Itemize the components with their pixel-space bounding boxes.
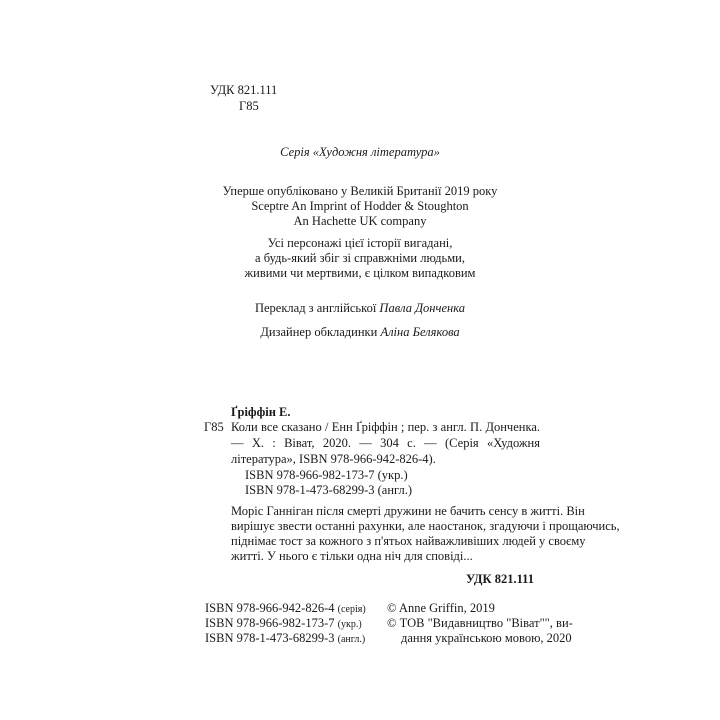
annotation-line-4: житті. У нього є тільки одна ніч для сповіді... bbox=[231, 549, 473, 563]
designer-label: Дизайнер обкладинки bbox=[260, 325, 381, 339]
disclaimer-line-3: живими чи мертвими, є цілком випадковим bbox=[244, 266, 476, 280]
translation-label: Переклад з англійської bbox=[254, 301, 380, 315]
annotation-line-1: Моріс Ганніган після смерті дружини не бачить сенсу в житті. Він bbox=[231, 504, 585, 518]
translator-name: Павла Донченка bbox=[379, 301, 466, 315]
disclaimer-line-1: Усі персонажі цієї історії вигадані, bbox=[267, 236, 453, 250]
designer-credit bbox=[0, 324, 720, 340]
isbn-eng bbox=[205, 630, 365, 648]
copyright-publisher: © ТОВ "Видавництво "Віват"", ви- bbox=[387, 616, 573, 630]
isbn-ukr-note: (укр.) bbox=[337, 619, 362, 630]
catalog-entry-isbn: ISBN 978-966-942-826-4). bbox=[299, 452, 436, 466]
publication-line-1: Уперше опубліковано у Великій Британії 2019 року bbox=[222, 184, 498, 198]
isbn-series-note: (серія) bbox=[337, 604, 366, 615]
series-line: Серія «Художня література» bbox=[280, 145, 440, 159]
publication-line-3: An Hachette UK company bbox=[293, 214, 427, 228]
annotation-line-3: піднімає тост за кожного з п'ятьох найважливіших людей у своєму bbox=[231, 534, 586, 548]
copyright-edition: дання українською мовою, 2020 bbox=[401, 631, 572, 645]
catalog-isbn-ukr: ISBN 978-966-982-173-7 (укр.) bbox=[245, 468, 408, 482]
catalog-mark: Г85 bbox=[204, 420, 224, 434]
catalog-entry-text: Коли все сказано / Енн Ґріффін ; пер. з англ. П. Донченка. — Х. : Віват, 2020. — 304 с. — (Серія «Художня література», bbox=[231, 420, 540, 466]
annotation-line-2: вирішує звести останні рахунки, але наостанок, згадуючи і прощаючись, bbox=[231, 519, 620, 533]
isbn-series-number: ISBN 978-966-942-826-4 bbox=[205, 601, 335, 615]
udk-bottom: УДК 821.111 bbox=[466, 572, 534, 586]
disclaimer-line-2: а будь-який збіг зі справжніми людьми, bbox=[255, 251, 465, 265]
catalog-entry bbox=[231, 419, 540, 467]
designer-name: Аліна Белякова bbox=[380, 325, 460, 339]
isbn-ukr-number: ISBN 978-966-982-173-7 bbox=[205, 616, 335, 630]
catalog-isbn-eng: ISBN 978-1-473-68299-3 (англ.) bbox=[245, 483, 413, 497]
udk-code: УДК 821.111 bbox=[210, 83, 278, 97]
translator-credit bbox=[0, 300, 720, 316]
publication-line-2: Sceptre An Imprint of Hodder & Stoughton bbox=[251, 199, 469, 213]
catalog-author: Ґріффін Е. bbox=[231, 405, 291, 419]
author-mark: Г85 bbox=[239, 99, 259, 113]
isbn-eng-number: ISBN 978-1-473-68299-3 bbox=[205, 631, 335, 645]
copyright-author: © Anne Griffin, 2019 bbox=[387, 601, 495, 615]
isbn-eng-note: (англ.) bbox=[337, 634, 366, 645]
